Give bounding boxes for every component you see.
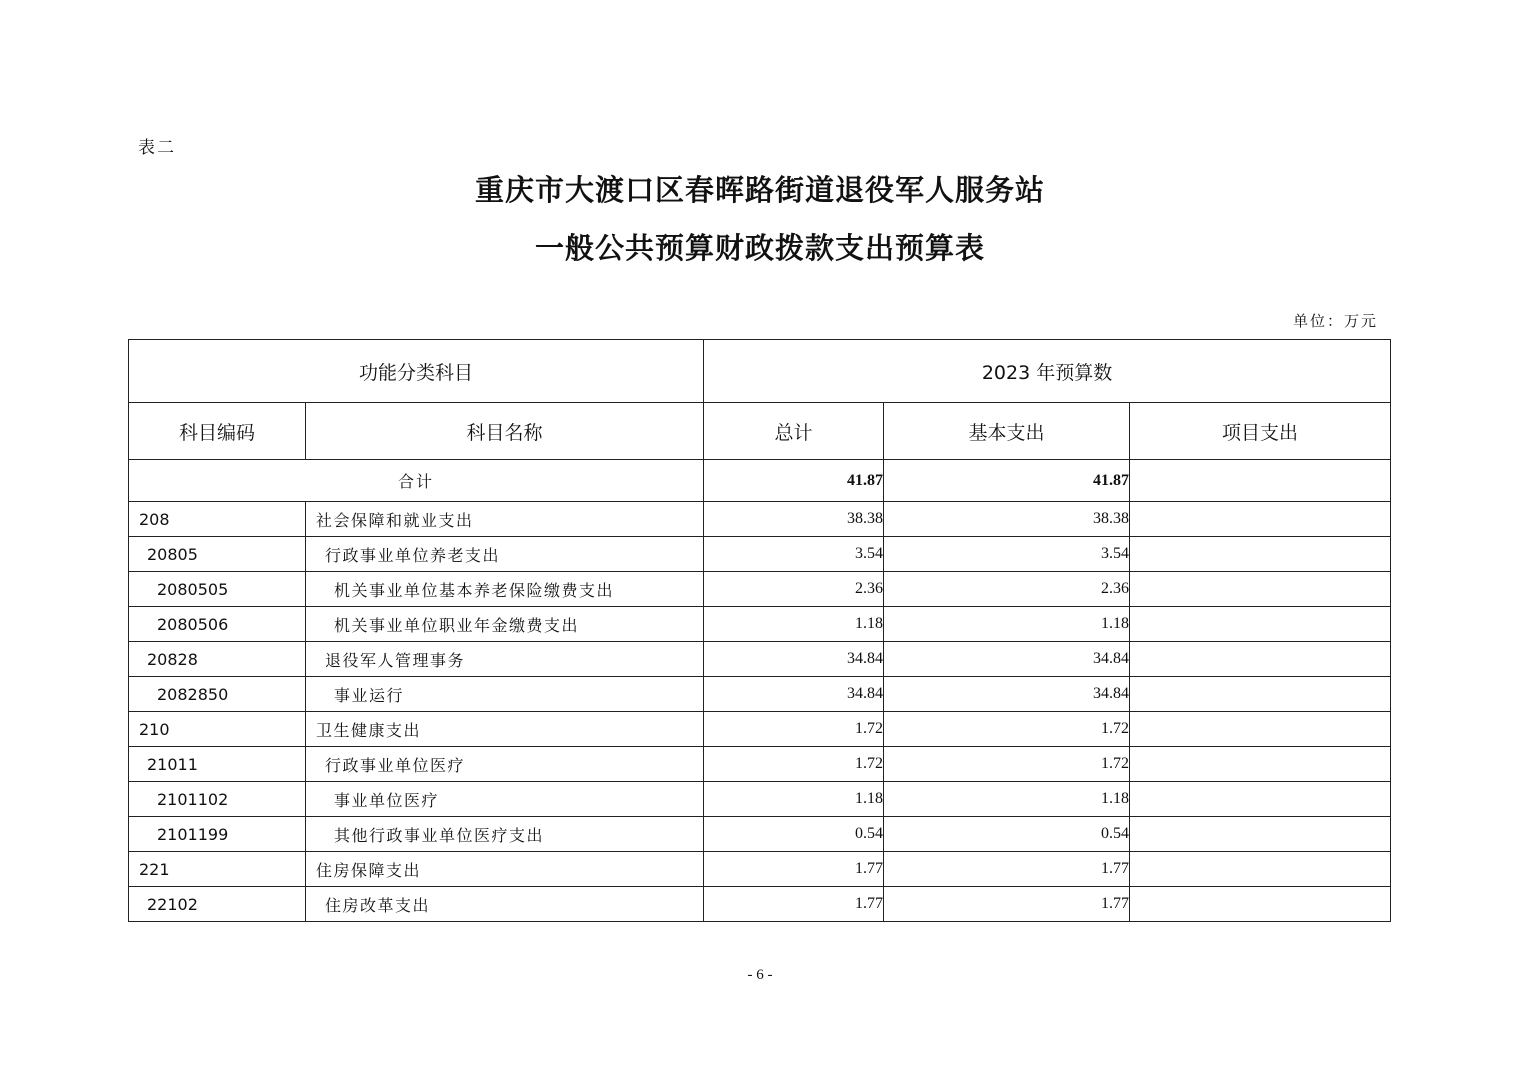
- table-row: [129, 887, 1391, 922]
- row-basic: 38.38: [884, 502, 1130, 537]
- total-basic: 41.87: [884, 460, 1130, 502]
- header-row-group: [129, 340, 1391, 403]
- row-basic: 2.36: [884, 572, 1130, 607]
- row-basic: 1.18: [884, 607, 1130, 642]
- total-row: [129, 460, 1391, 502]
- row-code: 210: [129, 712, 306, 747]
- row-code: 2101102: [129, 782, 306, 817]
- row-code: 20805: [129, 537, 306, 572]
- header-project: 项目支出: [1130, 403, 1391, 460]
- budget-table: [128, 339, 1391, 922]
- table-row: [129, 712, 1391, 747]
- row-total: 1.72: [704, 747, 884, 782]
- table-row: [129, 572, 1391, 607]
- table-row: [129, 817, 1391, 852]
- row-basic: 1.72: [884, 712, 1130, 747]
- row-name: 退役军人管理事务: [306, 642, 704, 677]
- row-basic: 34.84: [884, 642, 1130, 677]
- row-name: 机关事业单位基本养老保险缴费支出: [306, 572, 704, 607]
- row-basic: 34.84: [884, 677, 1130, 712]
- row-total: 0.54: [704, 817, 884, 852]
- row-code: 2080505: [129, 572, 306, 607]
- page-subtitle: 一般公共预算财政拨款支出预算表: [534, 231, 985, 265]
- row-name: 卫生健康支出: [306, 712, 704, 747]
- page-number: - 6 -: [747, 967, 773, 983]
- table-row: [129, 642, 1391, 677]
- row-total: 2.36: [704, 572, 884, 607]
- unit-label: 单位：万元: [1292, 312, 1378, 330]
- header-functional-category: 功能分类科目: [129, 340, 704, 403]
- row-project: [1130, 537, 1391, 572]
- row-name: 行政事业单位养老支出: [306, 537, 704, 572]
- row-name: 其他行政事业单位医疗支出: [306, 817, 704, 852]
- header-basic: 基本支出: [884, 403, 1130, 460]
- row-total: 34.84: [704, 642, 884, 677]
- row-total: 38.38: [704, 502, 884, 537]
- row-name: 行政事业单位医疗: [306, 747, 704, 782]
- table-row: [129, 782, 1391, 817]
- header-total: 总计: [704, 403, 884, 460]
- row-code: 20828: [129, 642, 306, 677]
- row-code: 221: [129, 852, 306, 887]
- header-row-columns: [129, 403, 1391, 460]
- row-total: 3.54: [704, 537, 884, 572]
- row-total: 1.77: [704, 852, 884, 887]
- row-total: 1.77: [704, 887, 884, 922]
- row-basic: 1.77: [884, 852, 1130, 887]
- row-basic: 1.77: [884, 887, 1130, 922]
- row-basic: 1.72: [884, 747, 1130, 782]
- row-code: 22102: [129, 887, 306, 922]
- row-project: [1130, 677, 1391, 712]
- row-code: 21011: [129, 747, 306, 782]
- row-project: [1130, 747, 1391, 782]
- row-project: [1130, 712, 1391, 747]
- header-name: 科目名称: [306, 403, 704, 460]
- row-project: [1130, 572, 1391, 607]
- row-basic: 0.54: [884, 817, 1130, 852]
- table-row: [129, 607, 1391, 642]
- row-name: 住房保障支出: [306, 852, 704, 887]
- header-budget-year: 2023 年预算数: [704, 340, 1391, 403]
- row-total: 1.72: [704, 712, 884, 747]
- row-code: 208: [129, 502, 306, 537]
- row-name: 事业单位医疗: [306, 782, 704, 817]
- total-label: 合计: [129, 460, 704, 502]
- table-row: [129, 747, 1391, 782]
- row-project: [1130, 817, 1391, 852]
- table-label: 表二: [138, 138, 176, 158]
- row-project: [1130, 782, 1391, 817]
- row-project: [1130, 642, 1391, 677]
- table-row: [129, 537, 1391, 572]
- table-row: [129, 677, 1391, 712]
- row-total: 1.18: [704, 607, 884, 642]
- page-title: 重庆市大渡口区春晖路街道退役军人服务站: [474, 173, 1045, 207]
- row-basic: 1.18: [884, 782, 1130, 817]
- header-code: 科目编码: [129, 403, 306, 460]
- total-project: [1130, 460, 1391, 502]
- row-code: 2080506: [129, 607, 306, 642]
- row-code: 2101199: [129, 817, 306, 852]
- row-total: 1.18: [704, 782, 884, 817]
- row-code: 2082850: [129, 677, 306, 712]
- row-project: [1130, 502, 1391, 537]
- row-project: [1130, 887, 1391, 922]
- table-row: [129, 852, 1391, 887]
- row-name: 住房改革支出: [306, 887, 704, 922]
- row-name: 机关事业单位职业年金缴费支出: [306, 607, 704, 642]
- row-name: 事业运行: [306, 677, 704, 712]
- row-name: 社会保障和就业支出: [306, 502, 704, 537]
- table-row: [129, 502, 1391, 537]
- row-total: 34.84: [704, 677, 884, 712]
- total-total: 41.87: [704, 460, 884, 502]
- row-basic: 3.54: [884, 537, 1130, 572]
- row-project: [1130, 852, 1391, 887]
- row-project: [1130, 607, 1391, 642]
